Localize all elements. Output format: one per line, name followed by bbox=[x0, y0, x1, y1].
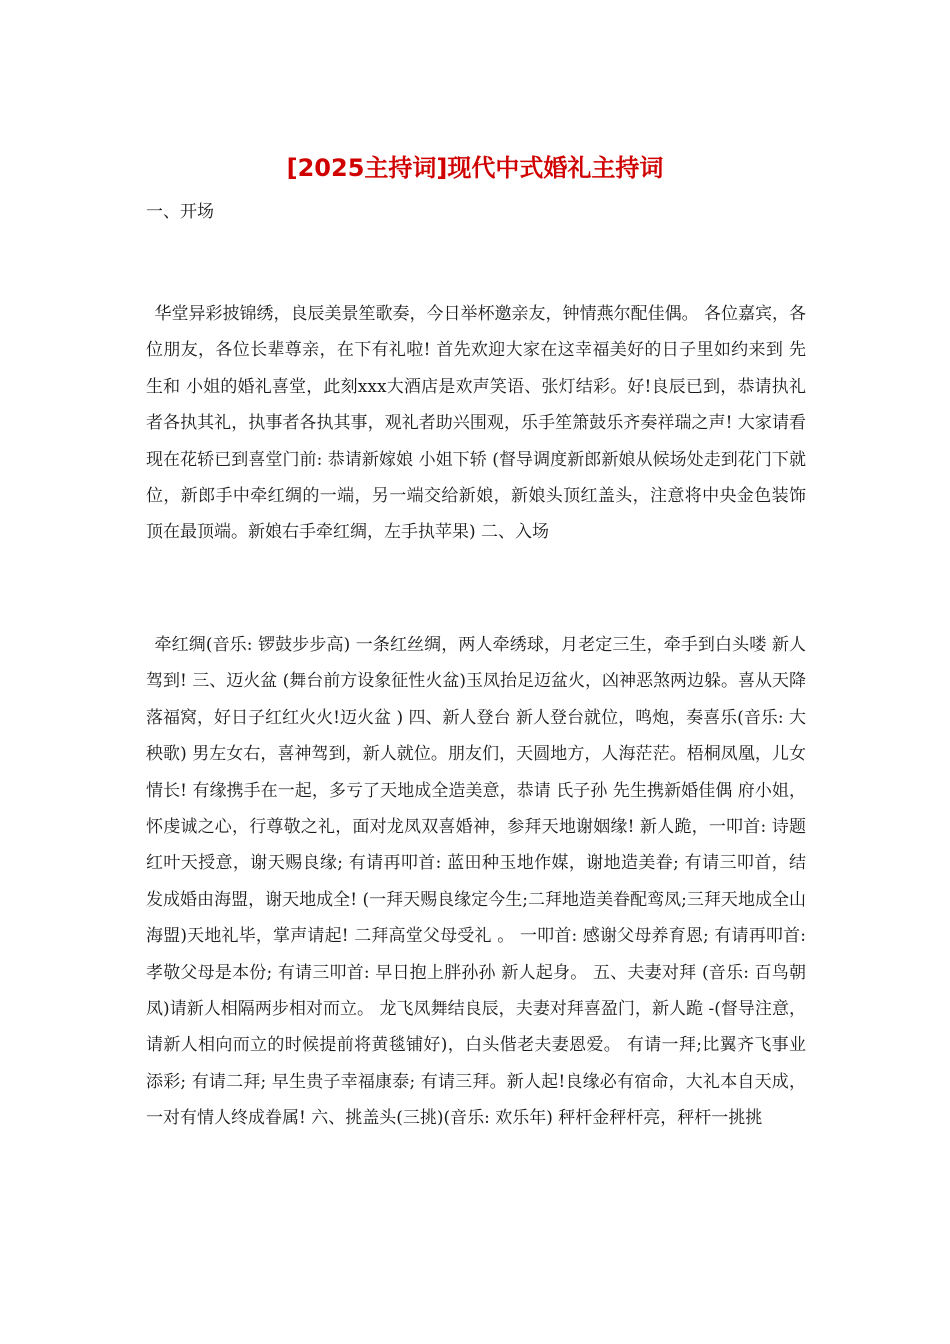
document-title: [2025主持词]现代中式婚礼主持词 bbox=[286, 154, 664, 182]
body-paragraph: 牵红绸(音乐: 锣鼓步步高) 一条红丝绸，两人牵绣球，月老定三生，牵手到白头喽 新人驾到! 三、迈火盆 (舞台前方设象征性火盆)玉凤抬足迈盆火，凶神恶煞两边躲。喜从天降落福窝，好日子红红火火!迈火盆 ) 四、新人登台 新人登台就位，鸣炮，奏喜乐(音乐: 大秧歌) 男左女右，喜神驾到，新人就位。朋友们，天圆地方，人海茫茫。梧桐凤凰，儿女情长! 有缘携手在一起，多亏了天地成全造美意，恭请 氏子孙 先生携新婚佳偶 府小姐，怀虔诚之心，行尊敬之礼，面对龙凤双喜婚神，参拜天地谢姻缘! 新人跪，一叩首: 诗题红叶天授意，谢天赐良缘; 有请再叩首: 蓝田种玉地作媒，谢地造美眷; 有请三叩首，结发成婚由海盟，谢天地成全! (一拜天赐良缘定今生;二拜地造美眷配鸾凤;三拜天地成全山海盟)天地礼毕，掌声请起! 二拜高堂父母受礼 。 一叩首: 感谢父母养育恩; 有请再叩首: 孝敬父母是本份; 有请三叩首: 早日抱上胖孙孙 新人起身。 五、夫妻对拜 (音乐: 百鸟朝凤)请新人相隔两步相对而立。 龙飞凤舞结良辰，夫妻对拜喜盈门，新人跪 -(督导注意，请新人相向而立的时候提前将黄毯铺好)，白头偕老夫妻恩爱。 有请一拜;比翼齐飞事业添彩; 有请二拜; 早生贵子幸福康泰; 有请三拜。新人起!良缘必有宿命，大礼本自天成，一对有情人终成眷属! 六、挑盖头(三挑)(音乐: 欢乐年) 秤杆金秤杆亮，秤杆一挑挑 bbox=[146, 635, 806, 1129]
body-paragraph: 华堂异彩披锦绣，良辰美景笙歌奏，今日举杯邀亲友，钟情燕尔配佳偶。 各位嘉宾，各位朋友，各位长辈尊亲，在下有礼啦! 首先欢迎大家在这幸福美好的日子里如约来到 先生和 小姐的婚礼喜堂，此刻xxx大酒店是欢声笑语、张灯结彩。好!良辰已到，恭请执礼者各执其礼，执事者各执其事，观礼者助兴围观，乐手笙箫鼓乐齐奏祥瑞之声! 大家请看现在花轿已到喜堂门前: 恭请新嫁娘 小姐下轿 (督导调度新郎新娘从候场处走到花门下就位，新郎手中牵红绸的一端，另一端交给新娘，新娘头顶红盖头，注意将中央金色装饰顶在最顶端。新娘右手牵红绸，左手执苹果) 二、入场 bbox=[146, 304, 806, 543]
section-heading-opening: 一、开场 bbox=[146, 202, 214, 222]
